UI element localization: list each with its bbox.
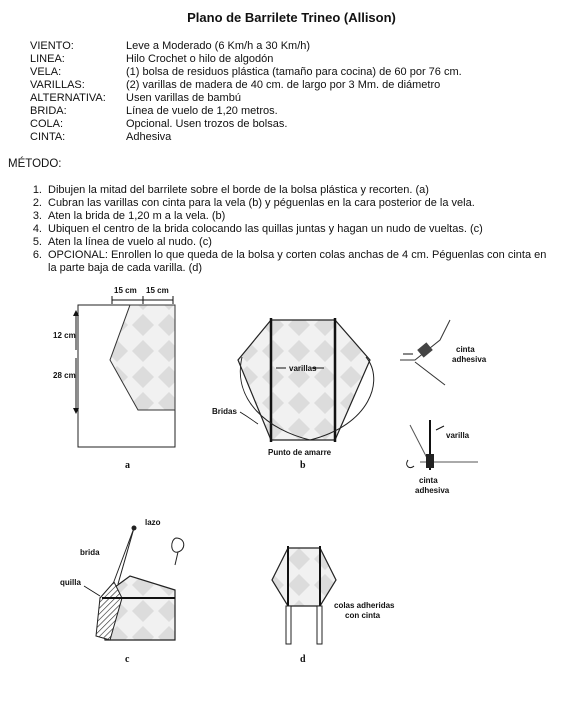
spec-key: VIENTO: (30, 40, 74, 52)
tie-point-label: Punto de amarre (268, 448, 332, 457)
step-text: Dibujen la mitad del barrilete sobre el borde de la bolsa plástica y recorten. (a) (48, 184, 429, 196)
dimension-label: 15 cm (114, 286, 137, 295)
step-number: 3. (32, 210, 42, 222)
tape-piece (426, 454, 434, 468)
pointer-line (240, 412, 258, 424)
dimension-label: 12 cm (53, 331, 76, 340)
spec-value: Leve a Moderado (6 Km/h a 30 Km/h) (126, 40, 311, 52)
figure-caption: a (125, 460, 130, 471)
line-end (175, 552, 178, 565)
spec-value: Hilo Crochet o hilo de algodón (126, 53, 274, 65)
knot (132, 526, 137, 531)
tape-label: cinta (419, 476, 438, 485)
pointer-line (84, 586, 100, 596)
spec-key: VARILLAS: (30, 79, 85, 91)
step-text: Cubran las varillas con cinta para la vela (b) y péguenlas en la cara posterior de la vela. (48, 197, 475, 209)
tail (286, 606, 291, 644)
tape-piece (417, 342, 433, 357)
bridle-line (113, 528, 134, 584)
loop-label: lazo (145, 518, 161, 527)
figure-caption: b (300, 460, 306, 471)
step-text: OPCIONAL: Enrollen lo que queda de la bolsa y corten colas anchas de 4 cm. Péguenlas con cinta en la parte baja de cada varilla. (d) (48, 249, 547, 274)
figure-a (53, 286, 175, 471)
spec-key: ALTERNATIVA: (30, 92, 106, 104)
rods-label: varillas (289, 364, 317, 373)
step-text: Aten la brida de 1,20 m a la vela. (b) (48, 210, 226, 222)
tape-detail-bottom (407, 420, 478, 495)
tape-label: adhesiva (452, 355, 487, 364)
tails-label: colas adheridas (334, 601, 395, 610)
step-number: 2. (32, 197, 42, 209)
tape-detail-top (400, 320, 487, 385)
rod-label: varilla (446, 431, 470, 440)
dimension-label: 28 cm (53, 371, 76, 380)
figure-c (60, 518, 184, 665)
sail-edge (410, 425, 428, 460)
spec-value: Usen varillas de bambú (126, 92, 241, 104)
bridles-label: Bridas (212, 407, 237, 416)
figure-caption: d (300, 654, 306, 665)
document-title: Plano de Barrilete Trineo (Allison) (187, 10, 396, 25)
spec-value: Opcional. Usen trozos de bolsas. (126, 118, 288, 130)
step-number: 6. (32, 249, 42, 261)
step-text: Ubiquen el centro de la brida colocando las quillas juntas y hagan un nudo de vueltas. (c) (48, 223, 483, 235)
tail (317, 606, 322, 644)
spec-value: (2) varillas de madera de 40 cm. de largo por 3 Mm. de diámetro (126, 79, 441, 91)
kite-sail (272, 548, 336, 606)
dimension-label: 15 cm (146, 286, 169, 295)
tails-label: con cinta (345, 611, 381, 620)
tape-label: adhesiva (415, 486, 450, 495)
pointer-arrow (436, 426, 444, 430)
fold-arrow (407, 460, 414, 468)
spec-value: Línea de vuelo de 1,20 metros. (126, 105, 278, 117)
sail-edge (415, 362, 445, 385)
step-number: 5. (32, 236, 42, 248)
spec-key: VELA: (30, 66, 62, 78)
spec-key: COLA: (30, 118, 64, 130)
spec-value: Adhesiva (126, 131, 172, 143)
tape-label: cinta (456, 345, 475, 354)
figure-caption: c (125, 654, 130, 665)
figure-b (212, 318, 374, 471)
bridle-label: brida (80, 548, 100, 557)
keel-label: quilla (60, 578, 81, 587)
bridle-line (118, 528, 134, 584)
step-number: 4. (32, 223, 42, 235)
spec-key: CINTA: (30, 131, 66, 143)
loop-detail (172, 538, 184, 552)
spec-key: LINEA: (30, 53, 65, 65)
step-text: Aten la línea de vuelo al nudo. (c) (48, 236, 212, 248)
spec-value: (1) bolsa de residuos plástica (tamaño para cocina) de 60 por 76 cm. (126, 66, 462, 78)
figure-d (272, 546, 395, 665)
step-number: 1. (32, 184, 42, 196)
spec-key: BRIDA: (30, 105, 67, 117)
method-heading: MÉTODO: (8, 158, 62, 170)
